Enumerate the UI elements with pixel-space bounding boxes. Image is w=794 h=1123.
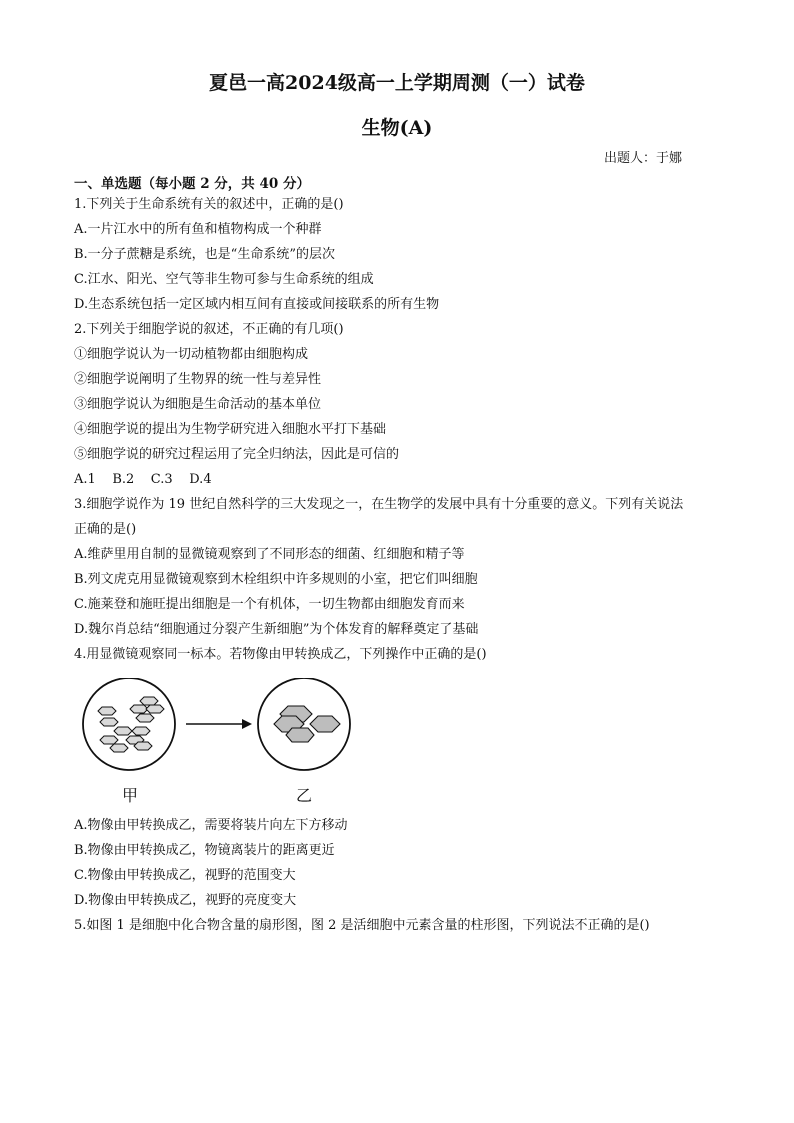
- exam-author: 出题人：于娜: [604, 151, 683, 166]
- q4-option-a: A.物像由甲转换成乙，需要将装片向左下方移动: [74, 818, 348, 833]
- figure-label-yi: 乙: [296, 786, 313, 805]
- q2-item-5: ⑤细胞学说的研究过程运用了完全归纳法，因此是可信的: [74, 447, 400, 462]
- q2-item-4: ④细胞学说的提出为生物学研究进入细胞水平打下基础: [74, 422, 387, 437]
- field-of-view-jia: [83, 678, 175, 770]
- q2-stem: 2.下列关于细胞学说的叙述，不正确的有几项(): [74, 322, 344, 337]
- q1-option-a: A.一片江水中的所有鱼和植物构成一个种群: [74, 222, 322, 237]
- q2-item-1: ①细胞学说认为一切动植物都由细胞构成: [74, 347, 309, 362]
- figure-label-jia: 甲: [122, 786, 139, 805]
- q2-item-3: ③细胞学说认为细胞是生命活动的基本单位: [74, 397, 322, 412]
- exam-subject: 生物(A): [361, 117, 433, 139]
- section-heading: 一、单选题（每小题 2 分，共 40 分）: [74, 176, 310, 192]
- q3-stem-line1: 3.细胞学说作为 19 世纪自然科学的三大发现之一，在生物学的发展中具有十分重要的意义。下列有关说法: [74, 497, 684, 512]
- q4-option-c: C.物像由甲转换成乙，视野的范围变大: [74, 868, 296, 883]
- q3-option-b: B.列文虎克用显微镜观察到木栓组织中许多规则的小室，把它们叫细胞: [74, 572, 478, 587]
- q5-stem: 5.如图 1 是细胞中化合物含量的扇形图，图 2 是活细胞中元素含量的柱形图，下列说法不正确的是(): [74, 918, 650, 933]
- q1-option-b: B.一分子蔗糖是系统，也是“生命系统”的层次: [74, 247, 335, 262]
- q1-option-c: C.江水、阳光、空气等非生物可参与生命系统的组成: [74, 272, 374, 287]
- q4-option-b: B.物像由甲转换成乙，物镜离装片的距离更近: [74, 843, 335, 858]
- q2-options: A.1 B.2 C.3 D.4: [74, 472, 212, 487]
- arrow-head-icon: [242, 719, 252, 729]
- q2-item-2: ②细胞学说阐明了生物界的统一性与差异性: [74, 372, 322, 387]
- microscope-figure: [74, 678, 374, 808]
- q3-option-d: D.魏尔肖总结“细胞通过分裂产生新细胞”为个体发育的解释奠定了基础: [74, 622, 479, 637]
- q4-option-d: D.物像由甲转换成乙，视野的亮度变大: [74, 893, 297, 908]
- q3-option-a: A.维萨里用自制的显微镜观察到了不同形态的细菌、红细胞和精子等: [74, 547, 465, 562]
- q1-stem: 1.下列关于生命系统有关的叙述中，正确的是(): [74, 197, 344, 212]
- q4-stem: 4.用显微镜观察同一标本。若物像由甲转换成乙，下列操作中正确的是(): [74, 647, 487, 662]
- q1-option-d: D.生态系统包括一定区域内相互间有直接或间接联系的所有生物: [74, 297, 440, 312]
- q3-option-c: C.施莱登和施旺提出细胞是一个有机体，一切生物都由细胞发育而来: [74, 597, 465, 612]
- exam-title: 夏邑一高2024级高一上学期周测（一）试卷: [209, 72, 585, 94]
- q3-stem-line2: 正确的是(): [74, 522, 137, 537]
